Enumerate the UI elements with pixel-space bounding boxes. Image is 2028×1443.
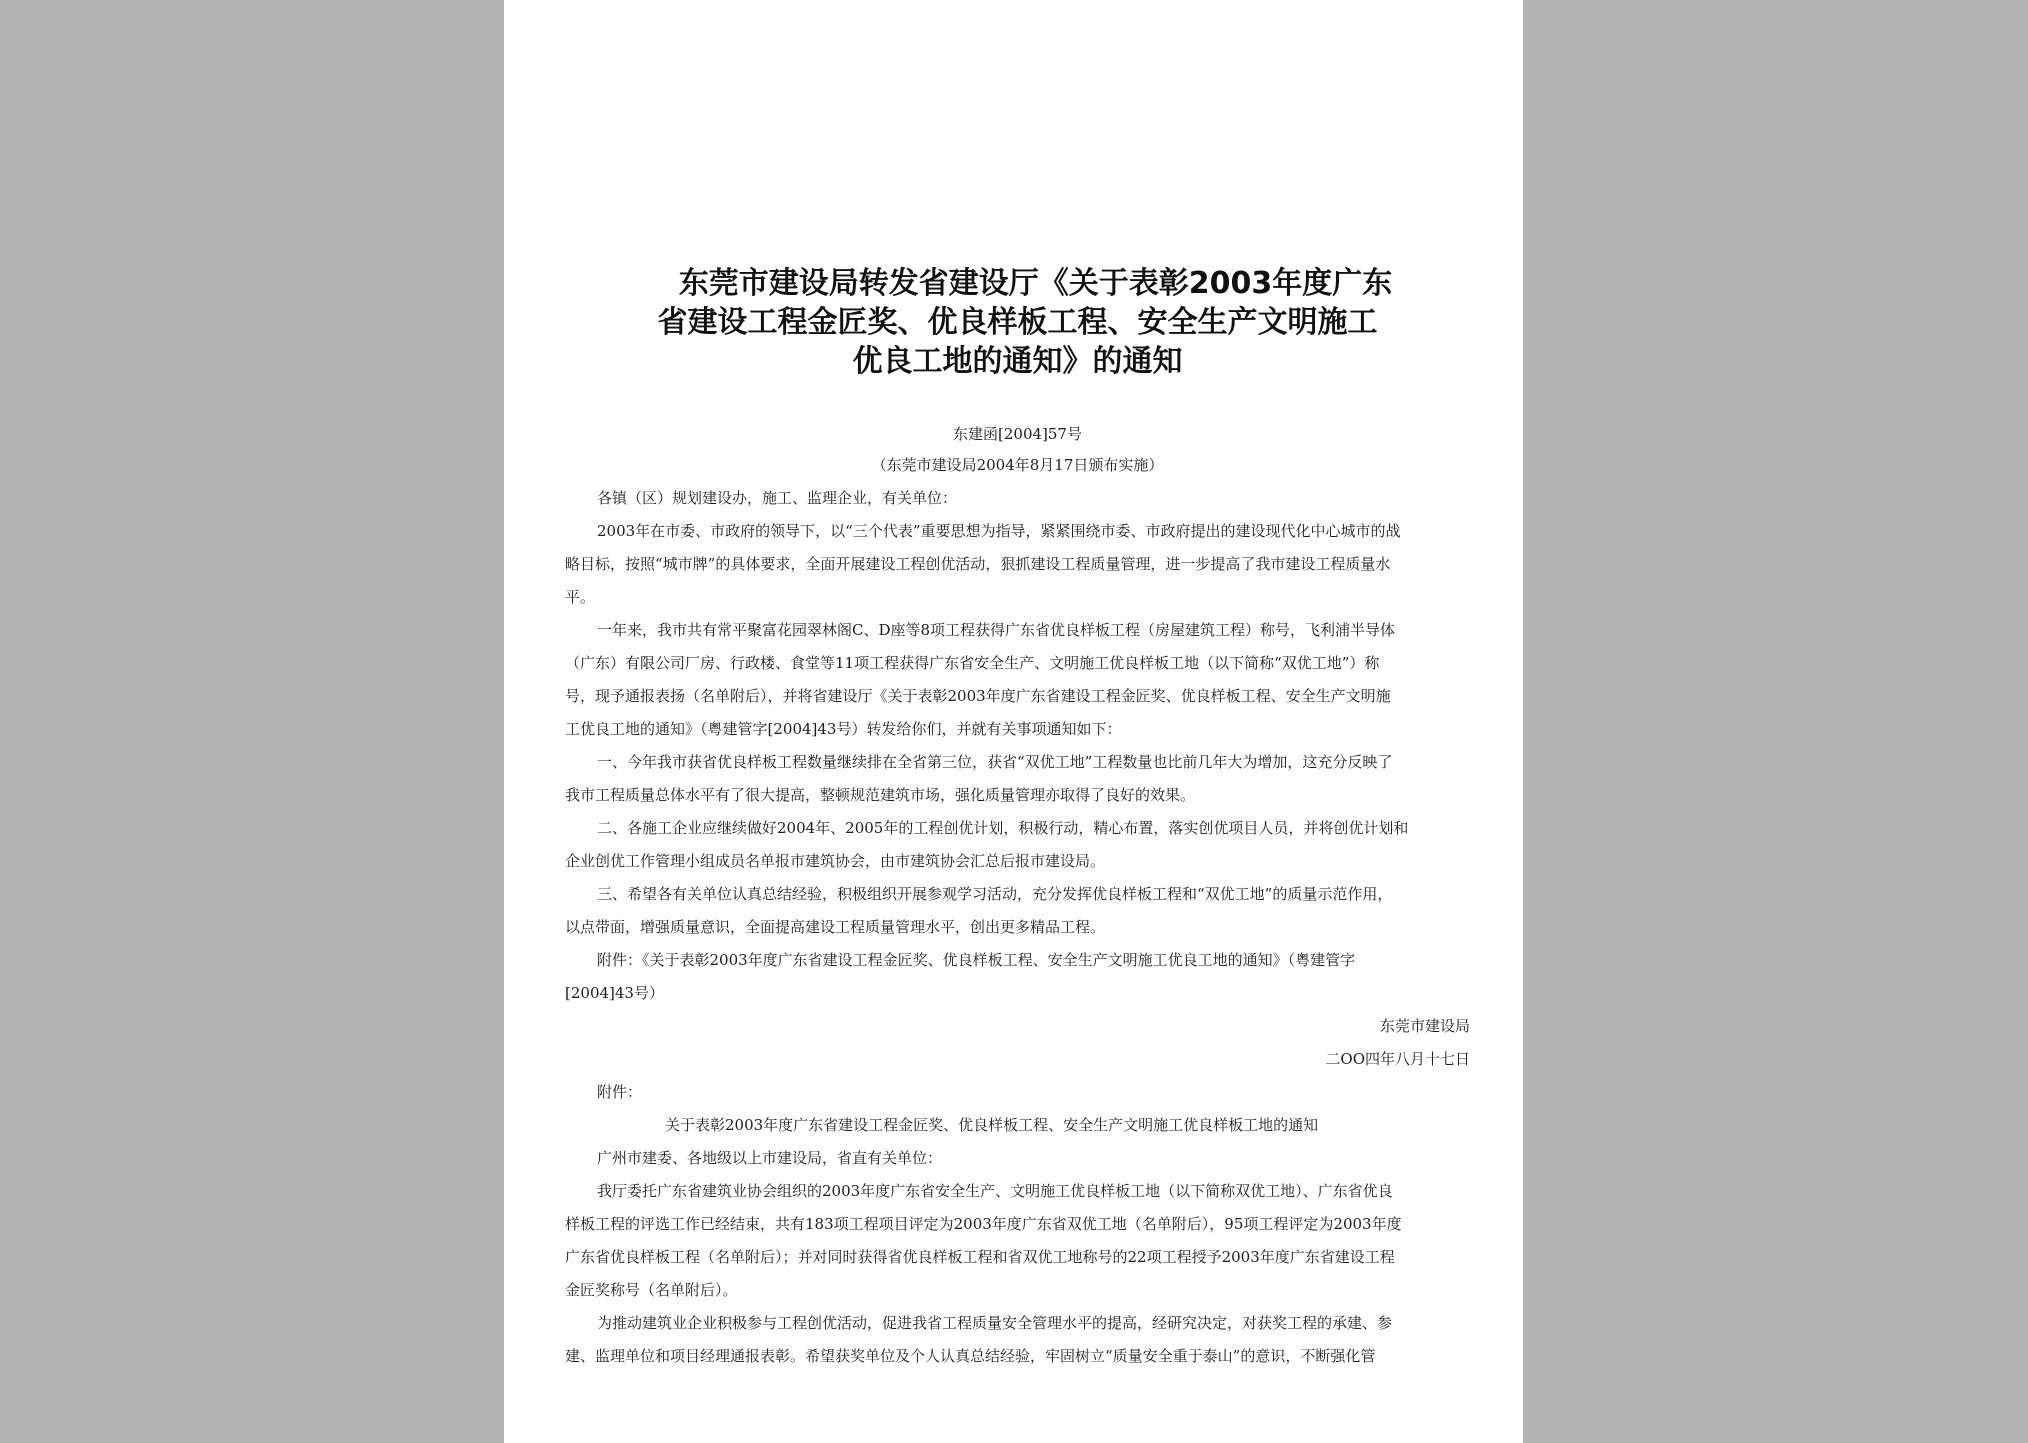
para-line: 工优良工地的通知》（粤建管字[2004]43号）转发给你们，并就有关事项通知如下：: [565, 720, 1122, 738]
attachment-line: [2004]43号）: [565, 984, 664, 1002]
addressee: 各镇（区）规划建设办，施工、监理企业，有关单位：: [597, 489, 958, 507]
para-line: （广东）有限公司厂房、行政楼、食堂等11项工程获得广东省安全生产、文明施工优良样板工地（以下简称“双优工地”）称: [565, 654, 1380, 672]
title-line: 省建设工程金匠奖、优良样板工程、安全生产文明施工: [657, 305, 1378, 340]
document-page: [504, 0, 1523, 1443]
para-line: 建、监理单位和项目经理通报表彰。希望获奖单位及个人认真总结经验，牢固树立“质量安全重于泰山”的意识，不断强化管: [565, 1347, 1376, 1365]
para-line: 二、各施工企业应继续做好2004年、2005年的工程创优计划，积极行动，精心布置，落实创优项目人员，并将创优计划和: [597, 819, 1409, 837]
para-line: 号，现予通报表扬（名单附后），并将省建设厅《关于表彰2003年度广东省建设工程金匠奖、优良样板工程、安全生产文明施: [565, 687, 1391, 705]
para-line: 略目标，按照“城市牌”的具体要求，全面开展建设工程创优活动，狠抓建设工程质量管理，进一步提高了我市建设工程质量水: [565, 555, 1391, 573]
title-line: 东莞市建设局转发省建设厅《关于表彰2003年度广东: [678, 266, 1393, 301]
para-line: 样板工程的评选工作已经结束，共有183项工程项目评定为2003年度广东省双优工地（名单附后），95项工程评定为2003年度: [565, 1215, 1402, 1233]
para-line: 一年来，我市共有常平聚富花园翠林阁C、D座等8项工程获得广东省优良样板工程（房屋建筑工程）称号，飞利浦半导体: [597, 621, 1396, 639]
para-line: 2003年在市委、市政府的领导下，以“三个代表”重要思想为指导，紧紧围绕市委、市政府提出的建设现代化中心城市的战: [597, 522, 1401, 540]
para-line: 以点带面，增强质量意识，全面提高建设工程质量管理水平，创出更多精品工程。: [565, 918, 1106, 936]
doc-number: 东建函[2004]57号: [953, 425, 1082, 443]
title-line: 优良工地的通知》的通知: [852, 344, 1183, 379]
signature-date: 二OO四年八月十七日: [1325, 1050, 1470, 1068]
para-line: 我市工程质量总体水平有了很大提高，整顿规范建筑市场，强化质量管理亦取得了良好的效果。: [565, 786, 1196, 804]
signature-org: 东莞市建设局: [1379, 1017, 1470, 1035]
attachment-line: 附件：《关于表彰2003年度广东省建设工程金匠奖、优良样板工程、安全生产文明施工优良工地的通知》（粤建管字: [597, 951, 1356, 969]
document-title: [565, 264, 1470, 381]
para-line: 一、今年我市获省优良样板工程数量继续排在全省第三位，获省“双优工地”工程数量也比前几年大为增加，这充分反映了: [597, 753, 1393, 771]
attachment-label: 附件：: [597, 1083, 643, 1101]
para-line: 为推动建筑业企业积极参与工程创优活动，促进我省工程质量安全管理水平的提高，经研究决定，对获奖工程的承建、参: [597, 1314, 1393, 1332]
para-line: 企业创优工作管理小组成员名单报市建筑协会，由市建筑协会汇总后报市建设局。: [565, 852, 1106, 870]
para-line: 广东省优良样板工程（名单附后）；并对同时获得省优良样板工程和省双优工地称号的22项工程授予2003年度广东省建设工程: [565, 1248, 1395, 1266]
attached-title: 关于表彰2003年度广东省建设工程金匠奖、优良样板工程、安全生产文明施工优良样板工地的通知: [665, 1116, 1319, 1134]
para-line: 金匠奖称号（名单附后）。: [565, 1281, 738, 1299]
issue-note: （东莞市建设局2004年8月17日颁布实施）: [871, 456, 1164, 474]
para-line: 三、希望各有关单位认真总结经验，积极组织开展参观学习活动，充分发挥优良样板工程和“双优工地”的质量示范作用，: [597, 885, 1393, 903]
para-line: 我厅委托广东省建筑业协会组织的2003年度广东省安全生产、文明施工优良样板工地（以下简称双优工地）、广东省优良: [597, 1182, 1393, 1200]
para-line: 平。: [565, 588, 596, 606]
attached-addressee: 广州市建委、各地级以上市建设局，省直有关单位：: [597, 1149, 943, 1167]
